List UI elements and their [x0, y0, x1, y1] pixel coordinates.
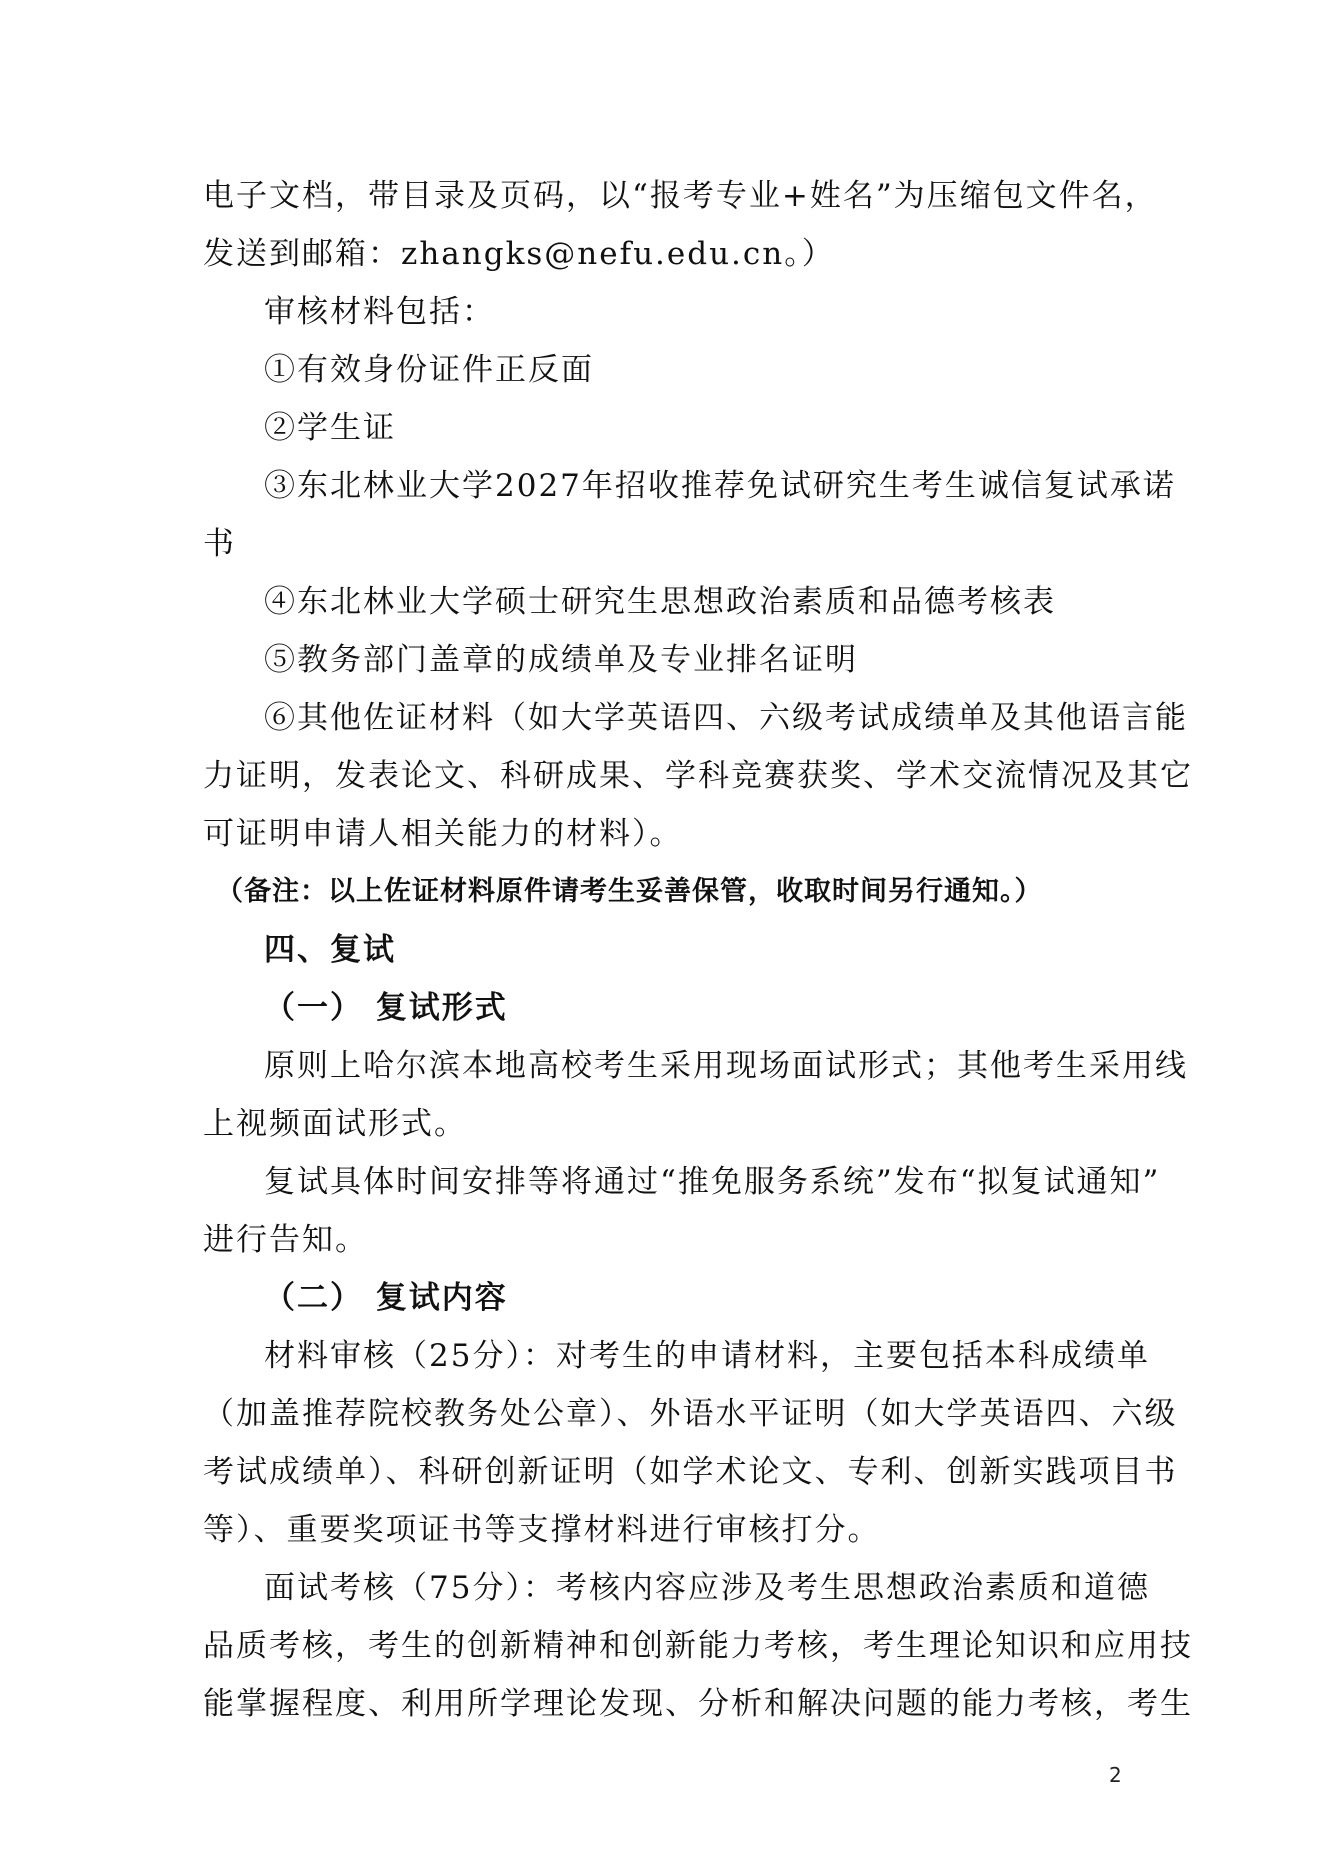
paragraph-line: 上视频面试形式。 [203, 1106, 467, 1142]
paragraph-line: 等）、重要奖项证书等支撑材料进行审核打分。 [203, 1512, 881, 1548]
remark-note: （备注：以上佐证材料原件请考生妥善保管，收取时间另行通知。） [216, 876, 1043, 907]
paragraph-line: 考试成绩单）、科研创新证明（如学术论文、专利、创新实践项目书 [203, 1454, 1178, 1490]
subsection-heading: （二） 复试内容 [264, 1280, 508, 1316]
paragraph-line: 发送到邮箱：zhangks@nefu.edu.cn。） [203, 236, 835, 272]
list-item-continuation: 书 [203, 526, 236, 562]
list-item-continuation: 力证明，发表论文、科研成果、学科竞赛获奖、学术交流情况及其它 [203, 758, 1193, 794]
paragraph-line: 审核材料包括： [264, 294, 495, 330]
list-item: ⑥其他佐证材料（如大学英语四、六级考试成绩单及其他语言能 [264, 700, 1188, 736]
paragraph-line: 进行告知。 [203, 1222, 368, 1258]
paragraph-line: 面试考核（75分）：考核内容应涉及考生思想政治素质和道德 [264, 1570, 1150, 1606]
list-item: ①有效身份证件正反面 [264, 352, 594, 388]
paragraph-line: 复试具体时间安排等将通过“推免服务系统”发布“拟复试通知” [264, 1164, 1161, 1200]
paragraph-line: 品质考核，考生的创新精神和创新能力考核，考生理论知识和应用技 [203, 1628, 1193, 1664]
subsection-heading: （一） 复试形式 [264, 990, 508, 1026]
paragraph-line: 能掌握程度、利用所学理论发现、分析和解决问题的能力考核，考生 [203, 1686, 1193, 1722]
paragraph-line: 电子文档，带目录及页码，以“报考专业+姓名”为压缩包文件名， [203, 178, 1158, 214]
page-number: 2 [1109, 1763, 1122, 1787]
list-item: ⑤教务部门盖章的成绩单及专业排名证明 [264, 642, 858, 678]
paragraph-line: 原则上哈尔滨本地高校考生采用现场面试形式；其他考生采用线 [264, 1048, 1188, 1084]
list-item: ②学生证 [264, 410, 396, 446]
list-item: ③东北林业大学2027年招收推荐免试研究生考生诚信复试承诺 [264, 468, 1176, 504]
paragraph-line: （加盖推荐院校教务处公章）、外语水平证明（如大学英语四、六级 [203, 1396, 1178, 1432]
paragraph-line: 材料审核（25分）：对考生的申请材料，主要包括本科成绩单 [264, 1338, 1150, 1374]
list-item-continuation: 可证明申请人相关能力的材料）。 [203, 816, 683, 852]
section-heading: 四、复试 [264, 932, 396, 968]
list-item: ④东北林业大学硕士研究生思想政治素质和品德考核表 [264, 584, 1056, 620]
